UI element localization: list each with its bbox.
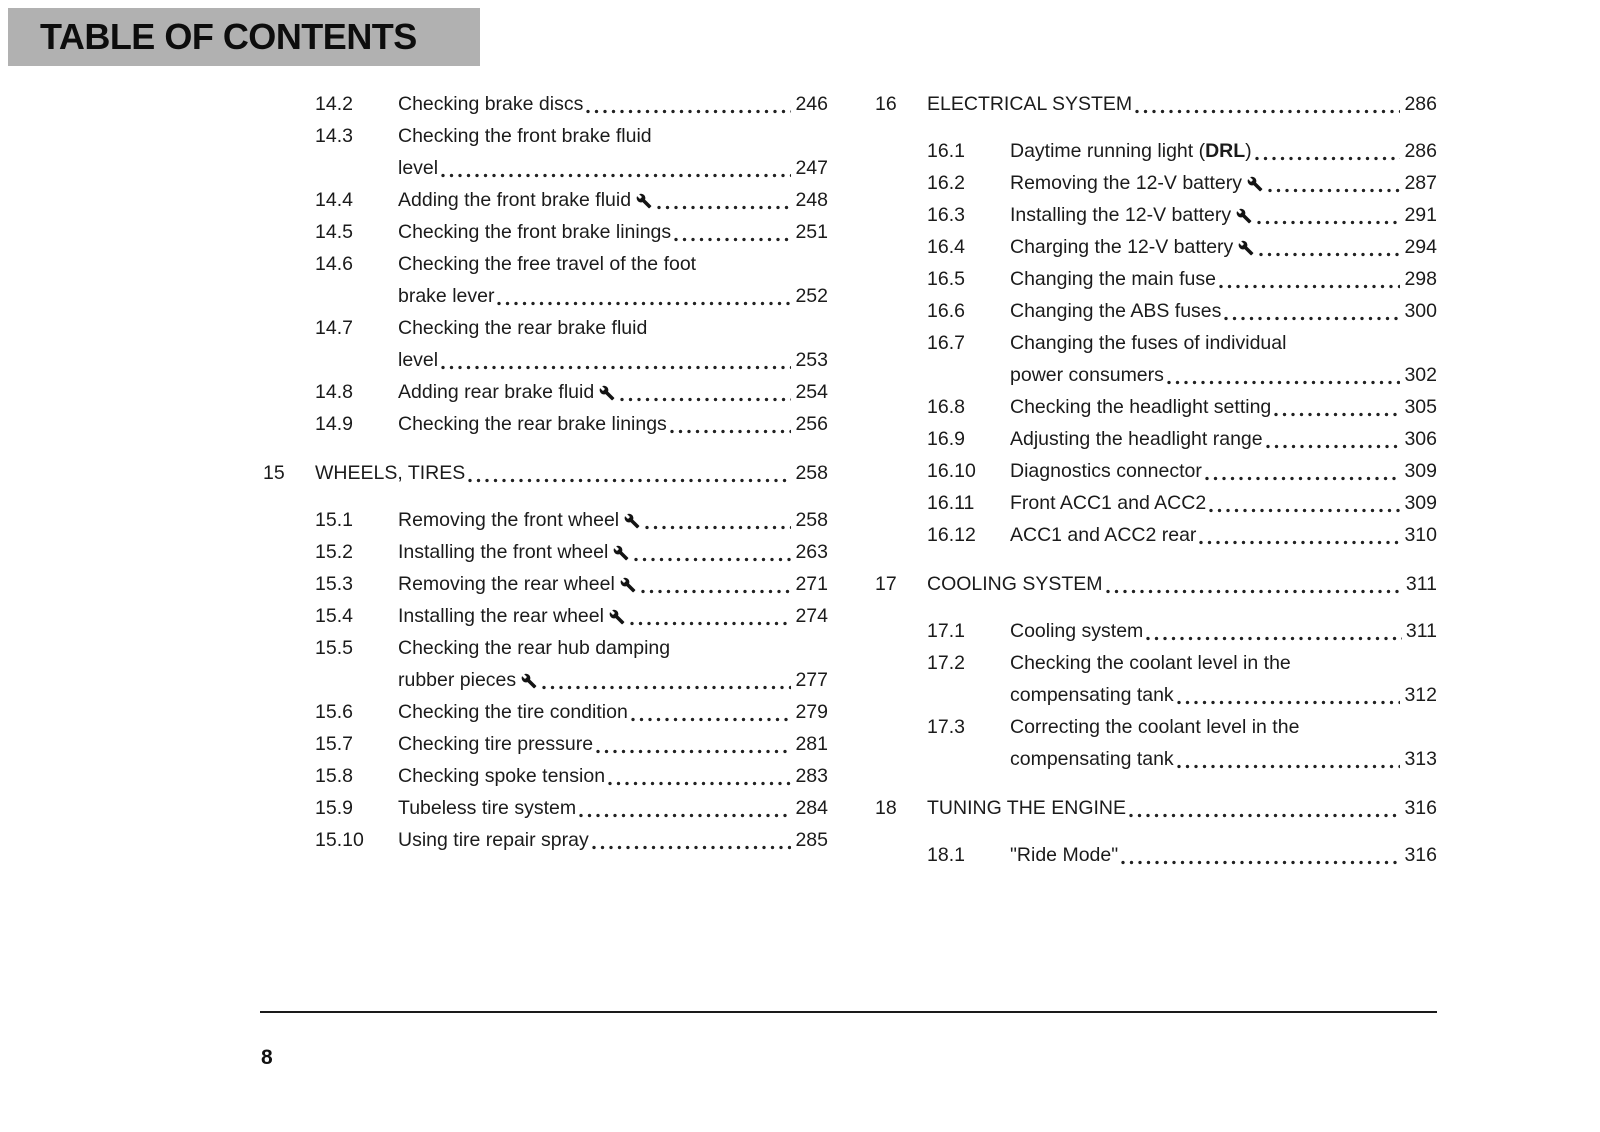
entry-line bbox=[398, 632, 828, 664]
entry-title: brake lever bbox=[398, 285, 495, 307]
dot-leader bbox=[645, 525, 791, 530]
page-ref: 253 bbox=[795, 349, 828, 371]
entry-title: Front ACC1 and ACC2 bbox=[1010, 492, 1207, 514]
page-ref: 271 bbox=[795, 573, 828, 595]
entry-line bbox=[1010, 167, 1437, 199]
dot-leader bbox=[441, 173, 791, 178]
entry-body bbox=[927, 792, 1437, 824]
entry-body bbox=[1010, 615, 1437, 647]
dot-leader bbox=[1121, 860, 1400, 865]
entry-number: 16.9 bbox=[927, 428, 965, 450]
toc-sub-entry[interactable] bbox=[263, 568, 828, 600]
wrench-icon bbox=[1247, 176, 1263, 192]
page-ref: 294 bbox=[1404, 236, 1437, 258]
entry-title: Using tire repair spray bbox=[398, 829, 589, 851]
dot-leader bbox=[634, 557, 791, 562]
page-ref: 254 bbox=[795, 381, 828, 403]
entry-body bbox=[398, 632, 828, 696]
entry-body bbox=[398, 792, 828, 824]
entry-line bbox=[1010, 263, 1437, 295]
toc-sub-entry[interactable] bbox=[875, 135, 1437, 167]
page-ref: 258 bbox=[795, 509, 828, 531]
entry-line bbox=[398, 120, 828, 152]
wrench-icon bbox=[613, 545, 629, 561]
page-ref: 252 bbox=[795, 285, 828, 307]
entry-body bbox=[1010, 423, 1437, 455]
page-ref: 286 bbox=[1404, 140, 1437, 162]
entry-line bbox=[1010, 391, 1437, 423]
dot-leader bbox=[1177, 700, 1401, 705]
entry-title: Adding the front brake fluid bbox=[398, 189, 632, 211]
dot-leader bbox=[1259, 252, 1400, 257]
dot-leader bbox=[1266, 444, 1401, 449]
entry-body bbox=[1010, 167, 1437, 199]
entry-title: Checking the headlight setting bbox=[1010, 396, 1272, 418]
wrench-icon bbox=[609, 609, 625, 625]
entry-number: 16 bbox=[875, 93, 897, 115]
dot-leader bbox=[1106, 589, 1402, 594]
entry-body bbox=[1010, 711, 1437, 775]
footer-rule bbox=[260, 1011, 1437, 1013]
entry-body bbox=[398, 728, 828, 760]
toc-column-right bbox=[875, 88, 1437, 871]
page-ref: 256 bbox=[795, 413, 828, 435]
page-ref: 302 bbox=[1404, 364, 1437, 386]
entry-number: 16.12 bbox=[927, 524, 976, 546]
entry-line bbox=[398, 568, 828, 600]
page-ref: 291 bbox=[1404, 204, 1437, 226]
page-ref: 316 bbox=[1404, 844, 1437, 866]
entry-title: Tubeless tire system bbox=[398, 797, 577, 819]
toc-sub-entry[interactable] bbox=[875, 647, 1437, 711]
entry-title: Installing the rear wheel bbox=[398, 605, 604, 627]
entry-line bbox=[1010, 231, 1437, 263]
wrench-icon bbox=[1238, 240, 1254, 256]
entry-number: 18.1 bbox=[927, 844, 965, 866]
toc-sub-entry[interactable] bbox=[263, 728, 828, 760]
entry-title: Checking the rear brake linings bbox=[398, 413, 667, 435]
dot-leader bbox=[1209, 508, 1400, 513]
entry-line bbox=[398, 88, 828, 120]
entry-line bbox=[398, 408, 828, 440]
toc-sub-entry[interactable] bbox=[263, 600, 828, 632]
toc-sub-entry[interactable] bbox=[263, 536, 828, 568]
entry-body bbox=[927, 568, 1437, 600]
entry-title: Checking the front brake linings bbox=[398, 221, 672, 243]
page-ref: 311 bbox=[1405, 620, 1437, 642]
dot-leader bbox=[542, 685, 791, 690]
toc-chapter-entry[interactable] bbox=[875, 88, 1437, 120]
entry-title: compensating tank bbox=[1010, 748, 1174, 770]
toc-chapter-entry[interactable] bbox=[875, 568, 1437, 600]
toc-sub-entry[interactable] bbox=[875, 167, 1437, 199]
entry-title: Correcting the coolant level in the bbox=[1010, 716, 1300, 738]
entry-title: compensating tank bbox=[1010, 684, 1174, 706]
entry-line bbox=[1010, 487, 1437, 519]
toc-sub-entry[interactable] bbox=[263, 312, 828, 376]
toc-sub-entry[interactable] bbox=[875, 455, 1437, 487]
wrench-icon bbox=[620, 577, 636, 593]
dot-leader bbox=[608, 781, 791, 786]
entry-number: 16.4 bbox=[927, 236, 965, 258]
page-ref: 316 bbox=[1404, 797, 1437, 819]
entry-number: 16.10 bbox=[927, 460, 976, 482]
dot-leader bbox=[1167, 380, 1401, 385]
page-ref: 312 bbox=[1404, 684, 1437, 706]
page-ref: 277 bbox=[795, 669, 828, 691]
entry-line bbox=[398, 184, 828, 216]
chapter-title: WHEELS, TIRES bbox=[315, 462, 466, 484]
entry-line bbox=[398, 536, 828, 568]
entry-line bbox=[398, 728, 828, 760]
toc-sub-entry[interactable] bbox=[875, 199, 1437, 231]
entry-number: 14.5 bbox=[315, 221, 353, 243]
entry-title: Installing the 12-V battery bbox=[1010, 204, 1232, 226]
entry-line bbox=[398, 152, 828, 184]
page-ref: 274 bbox=[795, 605, 828, 627]
entry-number: 15.5 bbox=[315, 637, 353, 659]
page-ref: 247 bbox=[795, 157, 828, 179]
toc-column-left bbox=[263, 88, 828, 871]
entry-line bbox=[398, 792, 828, 824]
toc-sub-entry[interactable] bbox=[875, 839, 1437, 871]
entry-line bbox=[1010, 327, 1437, 359]
wrench-icon bbox=[636, 193, 652, 209]
entry-title: Daytime running light (DRL) bbox=[1010, 140, 1252, 162]
entry-number: 16.5 bbox=[927, 268, 965, 290]
entry-line bbox=[927, 88, 1437, 120]
toc-sub-entry[interactable] bbox=[875, 519, 1437, 551]
dot-leader bbox=[468, 478, 791, 483]
page-ref: 246 bbox=[795, 93, 828, 115]
entry-title: Checking the free travel of the foot bbox=[398, 253, 697, 275]
entry-title: Charging the 12-V battery bbox=[1010, 236, 1234, 258]
entry-number: 17.3 bbox=[927, 716, 965, 738]
entry-body bbox=[398, 408, 828, 440]
page-ref: 251 bbox=[795, 221, 828, 243]
dot-leader bbox=[1199, 540, 1400, 545]
entry-body bbox=[1010, 647, 1437, 711]
entry-body bbox=[1010, 263, 1437, 295]
toc-sub-entry[interactable] bbox=[875, 487, 1437, 519]
entry-title: Removing the 12-V battery bbox=[1010, 172, 1242, 194]
toc-sub-entry[interactable] bbox=[875, 295, 1437, 327]
entry-line bbox=[398, 600, 828, 632]
entry-line bbox=[398, 312, 828, 344]
page-ref: 310 bbox=[1404, 524, 1437, 546]
page-ref: 258 bbox=[795, 462, 828, 484]
entry-line bbox=[1010, 295, 1437, 327]
dot-leader bbox=[1274, 412, 1400, 417]
entry-line bbox=[1010, 455, 1437, 487]
entry-body bbox=[1010, 455, 1437, 487]
toc-sub-entry[interactable] bbox=[875, 327, 1437, 391]
dot-leader bbox=[1135, 109, 1400, 114]
page-ref: 300 bbox=[1404, 300, 1437, 322]
chapter-title: TUNING THE ENGINE bbox=[927, 797, 1126, 819]
page-ref: 279 bbox=[795, 701, 828, 723]
entry-title: "Ride Mode" bbox=[1010, 844, 1119, 866]
toc-sub-entry[interactable] bbox=[875, 391, 1437, 423]
entry-title: level bbox=[398, 157, 439, 179]
toc-sub-entry[interactable] bbox=[263, 824, 828, 856]
dot-leader bbox=[592, 845, 792, 850]
toc-sub-entry[interactable] bbox=[875, 711, 1437, 775]
entry-title: Checking the rear hub damping bbox=[398, 637, 671, 659]
entry-number: 14.2 bbox=[315, 93, 353, 115]
toc-sub-entry[interactable] bbox=[263, 792, 828, 824]
entry-number: 18 bbox=[875, 797, 897, 819]
page-ref: 313 bbox=[1404, 748, 1437, 770]
toc-chapter-entry[interactable] bbox=[263, 457, 828, 489]
wrench-icon bbox=[624, 513, 640, 529]
entry-line bbox=[398, 824, 828, 856]
entry-number: 15.8 bbox=[315, 765, 353, 787]
toc-sub-entry[interactable] bbox=[263, 760, 828, 792]
entry-title: ACC1 and ACC2 rear bbox=[1010, 524, 1197, 546]
dot-leader bbox=[1205, 476, 1401, 481]
entry-body bbox=[1010, 519, 1437, 551]
toc-sub-entry[interactable] bbox=[875, 231, 1437, 263]
entry-body bbox=[398, 248, 828, 312]
entry-body bbox=[398, 88, 828, 120]
toc-sub-entry[interactable] bbox=[875, 263, 1437, 295]
page-ref: 309 bbox=[1404, 492, 1437, 514]
entry-line bbox=[398, 760, 828, 792]
toc-columns bbox=[263, 88, 1437, 871]
page-ref: 281 bbox=[795, 733, 828, 755]
entry-body bbox=[398, 216, 828, 248]
entry-number: 15.6 bbox=[315, 701, 353, 723]
toc-sub-entry[interactable] bbox=[263, 88, 828, 120]
entry-title: Checking spoke tension bbox=[398, 765, 606, 787]
entry-number: 16.8 bbox=[927, 396, 965, 418]
entry-title: Removing the front wheel bbox=[398, 509, 620, 531]
entry-number: 15.1 bbox=[315, 509, 353, 531]
entry-title: Installing the front wheel bbox=[398, 541, 609, 563]
entry-body bbox=[398, 600, 828, 632]
dot-leader bbox=[620, 397, 791, 402]
page-ref: 311 bbox=[1405, 573, 1437, 595]
dot-leader bbox=[670, 429, 792, 434]
entry-body bbox=[1010, 295, 1437, 327]
dot-leader bbox=[1177, 764, 1401, 769]
entry-line bbox=[1010, 839, 1437, 871]
entry-body bbox=[398, 824, 828, 856]
entry-body bbox=[1010, 839, 1437, 871]
entry-title: rubber pieces bbox=[398, 669, 517, 691]
entry-title: Adjusting the headlight range bbox=[1010, 428, 1263, 450]
entry-line bbox=[1010, 423, 1437, 455]
entry-number: 15.7 bbox=[315, 733, 353, 755]
entry-body bbox=[398, 536, 828, 568]
entry-body bbox=[1010, 135, 1437, 167]
entry-line bbox=[398, 216, 828, 248]
entry-line bbox=[927, 792, 1437, 824]
dot-leader bbox=[579, 813, 791, 818]
entry-number: 17.1 bbox=[927, 620, 965, 642]
entry-line bbox=[1010, 135, 1437, 167]
entry-title: Diagnostics connector bbox=[1010, 460, 1202, 482]
entry-number: 16.2 bbox=[927, 172, 965, 194]
entry-line bbox=[398, 280, 828, 312]
entry-title: Removing the rear wheel bbox=[398, 573, 615, 595]
entry-title: power consumers bbox=[1010, 364, 1164, 386]
dot-leader bbox=[1268, 188, 1401, 193]
page-ref: 309 bbox=[1404, 460, 1437, 482]
entry-body bbox=[398, 376, 828, 408]
toc-sub-entry[interactable] bbox=[875, 423, 1437, 455]
entry-number: 16.3 bbox=[927, 204, 965, 226]
entry-line bbox=[927, 568, 1437, 600]
entry-body bbox=[398, 568, 828, 600]
entry-body bbox=[398, 184, 828, 216]
page-title: TABLE OF CONTENTS bbox=[40, 16, 417, 57]
page-ref: 287 bbox=[1404, 172, 1437, 194]
toc-sub-entry[interactable] bbox=[263, 184, 828, 216]
page-number: 8 bbox=[261, 1046, 273, 1069]
entry-body bbox=[1010, 199, 1437, 231]
page-ref: 283 bbox=[795, 765, 828, 787]
entry-line bbox=[1010, 743, 1437, 775]
entry-title: Changing the ABS fuses bbox=[1010, 300, 1222, 322]
entry-number: 14.7 bbox=[315, 317, 353, 339]
dot-leader bbox=[1129, 813, 1400, 818]
entry-line bbox=[1010, 711, 1437, 743]
entry-line bbox=[398, 664, 828, 696]
dot-leader bbox=[1255, 156, 1401, 161]
page-ref: 286 bbox=[1404, 93, 1437, 115]
dot-leader bbox=[441, 365, 791, 370]
entry-title: Checking the tire condition bbox=[398, 701, 628, 723]
dot-leader bbox=[674, 237, 791, 242]
entry-line bbox=[398, 248, 828, 280]
dot-leader bbox=[497, 301, 791, 306]
entry-number: 15.10 bbox=[315, 829, 364, 851]
entry-number: 14.6 bbox=[315, 253, 353, 275]
chapter-title: COOLING SYSTEM bbox=[927, 573, 1103, 595]
entry-title: level bbox=[398, 349, 439, 371]
entry-line bbox=[398, 504, 828, 536]
entry-line bbox=[315, 457, 828, 489]
entry-body bbox=[927, 88, 1437, 120]
entry-number: 17 bbox=[875, 573, 897, 595]
entry-body bbox=[1010, 487, 1437, 519]
entry-title: Changing the main fuse bbox=[1010, 268, 1216, 290]
entry-title: Checking tire pressure bbox=[398, 733, 594, 755]
entry-line bbox=[1010, 519, 1437, 551]
entry-line bbox=[1010, 199, 1437, 231]
entry-number: 16.6 bbox=[927, 300, 965, 322]
entry-title: Checking brake discs bbox=[398, 93, 584, 115]
entry-title: Checking the front brake fluid bbox=[398, 125, 652, 147]
wrench-icon bbox=[521, 673, 537, 689]
chapter-title: ELECTRICAL SYSTEM bbox=[927, 93, 1133, 115]
page-ref: 248 bbox=[795, 189, 828, 211]
entry-title: Changing the fuses of individual bbox=[1010, 332, 1287, 354]
entry-title: Checking the rear brake fluid bbox=[398, 317, 648, 339]
dot-leader bbox=[631, 717, 792, 722]
wrench-icon bbox=[599, 385, 615, 401]
dot-leader bbox=[630, 621, 792, 626]
toc-sub-entry[interactable] bbox=[263, 216, 828, 248]
entry-number: 14.8 bbox=[315, 381, 353, 403]
entry-number: 16.7 bbox=[927, 332, 965, 354]
page-ref: 305 bbox=[1404, 396, 1437, 418]
entry-line bbox=[398, 344, 828, 376]
page-ref: 284 bbox=[795, 797, 828, 819]
toc-sub-entry[interactable] bbox=[263, 504, 828, 536]
page-ref: 298 bbox=[1404, 268, 1437, 290]
entry-number: 17.2 bbox=[927, 652, 965, 674]
page-ref: 263 bbox=[795, 541, 828, 563]
entry-line bbox=[398, 696, 828, 728]
entry-number: 15.3 bbox=[315, 573, 353, 595]
page-ref: 306 bbox=[1404, 428, 1437, 450]
page-header bbox=[8, 8, 480, 66]
dot-leader bbox=[586, 109, 791, 114]
entry-number: 15 bbox=[263, 462, 285, 484]
entry-body bbox=[398, 120, 828, 184]
dot-leader bbox=[641, 589, 792, 594]
entry-number: 14.3 bbox=[315, 125, 353, 147]
wrench-icon bbox=[1236, 208, 1252, 224]
entry-number: 14.9 bbox=[315, 413, 353, 435]
entry-number: 16.1 bbox=[927, 140, 965, 162]
entry-body bbox=[1010, 231, 1437, 263]
entry-body bbox=[1010, 327, 1437, 391]
entry-body bbox=[398, 312, 828, 376]
entry-number: 16.11 bbox=[927, 492, 975, 514]
dot-leader bbox=[1146, 636, 1402, 641]
entry-line bbox=[1010, 615, 1437, 647]
toc-sub-entry[interactable] bbox=[263, 120, 828, 184]
entry-title: Checking the coolant level in the bbox=[1010, 652, 1291, 674]
toc-sub-entry[interactable] bbox=[875, 615, 1437, 647]
entry-line bbox=[1010, 359, 1437, 391]
entry-body bbox=[1010, 391, 1437, 423]
entry-number: 15.9 bbox=[315, 797, 353, 819]
entry-body bbox=[315, 457, 828, 489]
toc-chapter-entry[interactable] bbox=[875, 792, 1437, 824]
dot-leader bbox=[596, 749, 791, 754]
page-ref: 285 bbox=[795, 829, 828, 851]
dot-leader bbox=[657, 205, 791, 210]
entry-line bbox=[1010, 679, 1437, 711]
toc-sub-entry[interactable] bbox=[263, 408, 828, 440]
entry-title: Cooling system bbox=[1010, 620, 1144, 642]
entry-body bbox=[398, 504, 828, 536]
toc-sub-entry[interactable] bbox=[263, 376, 828, 408]
entry-body bbox=[398, 696, 828, 728]
entry-number: 14.4 bbox=[315, 189, 353, 211]
entry-body bbox=[398, 760, 828, 792]
dot-leader bbox=[1257, 220, 1400, 225]
dot-leader bbox=[1224, 316, 1400, 321]
entry-number: 15.4 bbox=[315, 605, 353, 627]
dot-leader bbox=[1219, 284, 1400, 289]
toc-sub-entry[interactable] bbox=[263, 248, 828, 312]
toc-sub-entry[interactable] bbox=[263, 632, 828, 696]
entry-number: 15.2 bbox=[315, 541, 353, 563]
entry-line bbox=[398, 376, 828, 408]
toc-sub-entry[interactable] bbox=[263, 696, 828, 728]
entry-title: Adding rear brake fluid bbox=[398, 381, 595, 403]
entry-line bbox=[1010, 647, 1437, 679]
